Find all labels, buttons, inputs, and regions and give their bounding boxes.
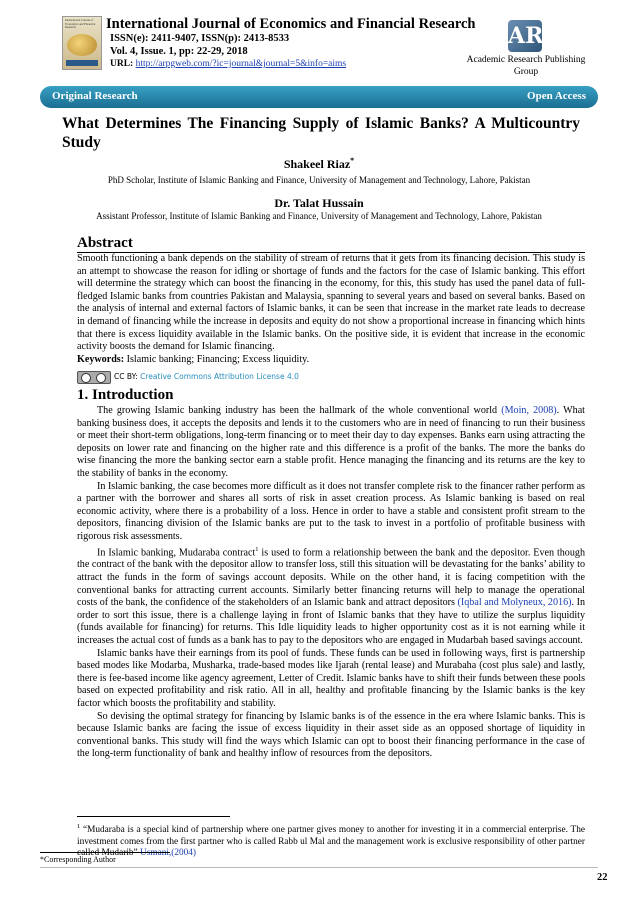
journal-title: International Journal of Economics and Financial Research [106, 16, 476, 32]
intro-heading-wrap [77, 387, 173, 404]
intro-paragraph-4: Islamic banks have their earnings from its pool of funds. These funds can be used in following ways, first is partnership based modes like Modarba, Musharka, trade-based modes like Ijarah (rental lease) and Murabaha (cost plus sale) and lastly, there is fee-based income like agency agreement, Letter of Credit. Islamic banks have to shift their funds between these pools based on expected profitability and risk ratio. All in all, healthy and profitable financing by the Islamic banks is the key factor which boosts the profitability and stability. [77, 647, 585, 710]
article-type-banner [40, 86, 598, 108]
p1-text-a: The growing Islamic banking industry has been the hallmark of the whole conventional world [97, 405, 502, 416]
author-2-affiliation: Assistant Professor, Institute of Islamic Banking and Finance, University of Management and Technology, Lahore, Pakistan [96, 211, 542, 221]
coins-image [67, 34, 97, 56]
license-prefix: CC BY: [114, 372, 141, 381]
cc-circle-icon [81, 373, 91, 383]
intro-paragraph-2: In Islamic banking, the case becomes more difficult as it does not transfer complete risk to the financer rather perform as a partner with the borrower and shares all sorts of risk in asset creation process. As Islamic banking is based on real economic activity, where there is a probability of a loss. Hence in order to have a stable and consistent profit stream to the depositors, financing division of the Islamic banks are put to the task to invest in a portfolio of profitable business with rigorous risk assessments. [77, 480, 585, 542]
abstract-heading: Abstract [77, 235, 133, 251]
keywords-label: Keywords: [77, 353, 125, 365]
open-access-label: Open Access [527, 90, 586, 102]
journal-url-link[interactable]: http://arpgweb.com/?ic=journal&journal=5&info=aims [135, 59, 347, 69]
original-research-label: Original Research [52, 90, 138, 102]
corresponding-author-note: *Corresponding Author [40, 855, 116, 864]
intro-paragraph-3 [77, 544, 585, 648]
p3-text-b: is used to form a relationship between the bank and the depositor. Even though the contract of the bank with the depositor allow to transfer loss, still this situation will be devastating for the banks’ ability to attract the funds in the form of savings account deposits. While on the other hand, it is facing competition with the conventional banks for attracting current accounts. Similarly better financing returns will help to manage the operational costs of the bank, the confidence of the stakeholders of an Islamic bank and attract depositors [77, 546, 585, 609]
publisher-logo: AR [508, 20, 542, 52]
cover-publisher-strip [66, 60, 98, 66]
intro-paragraph-1 [77, 405, 585, 481]
intro-body [77, 405, 585, 761]
cover-title: International Journal of Economics and Financial Research [65, 18, 96, 29]
license-line [114, 372, 299, 381]
author-1 [0, 156, 638, 172]
author-1-name: Shakeel Riaz [283, 157, 351, 171]
keywords-values: Islamic banking; Financing; Excess liquidity. [124, 353, 310, 365]
publisher-name: Academic Research Publishing Group [466, 55, 586, 77]
p3-text-a: In Islamic banking, Mudaraba contract [97, 546, 256, 558]
author-1-affiliation: PhD Scholar, Institute of Islamic Banking and Finance, University of Management and Technology, Lahore, Pakistan [107, 175, 531, 185]
license-link[interactable]: Creative Commons Attribution License 4.0 [140, 372, 299, 381]
intro-paragraph-5: So devising the optimal strategy for financing by Islamic banks is of the essence in the era where Islamic banks. This is because Islamic banks are facing the issue of excess liquidity in their asset side as an opposed shortage of liquidity in conventional banks. This study will find the ways which Islamic can opt to boost their financing performance in the case of the long-term functionality of bank and healthy inflow of resources from the depositors. [77, 710, 585, 760]
journal-cover-thumbnail [62, 16, 102, 70]
author-2-name: Dr. Talat Hussain [274, 196, 364, 210]
citation-moin[interactable]: (Moin, 2008) [501, 405, 557, 416]
citation-iqbal[interactable]: (Iqbal and Molyneux, 2016) [457, 597, 572, 609]
corresponding-mark: * [350, 156, 355, 165]
footnote-text: “Mudaraba is a special kind of partnership where one partner gives money to another for investing it in a commercial enterprise. The investment comes from the first partner who is called Rabb ul Mal and the management work is exclusive responsibility of other partner called Mudarib” [77, 825, 585, 858]
page-rule [40, 867, 598, 868]
page-number: 22 [597, 872, 608, 883]
abstract-body [77, 253, 585, 366]
abstract-text: Smooth functioning a bank depends on the stability of stream of returns that it gets from its financing decision. This study is an attempt to showcase the reason for idling or shortage of funds and the factors for the case of Islamic banking. This effort will determine the strategy which can boost the financing in the economy, for this, this study has used the panel data of full-fledged Islamic banks from countries Pakistan and Malaysia, spanning to several years and based on several banks. Based on the analysis of internal and external factors of Islamic banks, it can be seen that increase in the market rate leads to decrease in demand of financing while the increase in deposits and equity do not show a proportional increase in financing which hints that there is excess liquidity available in the Islamic banks. On the positive side, it is evident that increase in the economic activity boosts the demand for Islamic financing. [77, 253, 585, 353]
by-person-icon [96, 373, 106, 383]
cc-by-icon[interactable] [77, 371, 111, 384]
journal-url-line [110, 59, 346, 69]
footnote-ref[interactable]: 1 [255, 545, 259, 553]
journal-volume: Vol. 4, Issue. 1, pp: 22-29, 2018 [110, 46, 248, 57]
url-label: URL: [110, 59, 134, 69]
journal-issn: ISSN(e): 2411-9407, ISSN(p): 2413-8533 [110, 33, 290, 44]
keywords-line [77, 354, 585, 367]
footnote-rule [77, 816, 230, 817]
footnote [77, 821, 585, 859]
footnote-mark: 1 [77, 823, 81, 830]
abstract-heading-wrap [77, 235, 585, 253]
intro-heading: 1. Introduction [77, 387, 174, 403]
p1-text-b: . What banking business does, it accepts the deposits and lends it to the customers who are in need of financing to run their business or meet their short-term obligations, long-term financing or to meet their day to day expenses. Banks earn using attracting the deposits on lower rate and financing on the higher rate and this difference is a profit of the banks. The more the banks do wise financing the more the banking sector earn a stable profit. Hence managing the financing and its returns are the key to the stability of banks in the economy. [77, 405, 585, 479]
article-title: What Determines The Financing Supply of Islamic Banks? A Multicountry Study [62, 115, 580, 151]
citation-usmani[interactable]: Usmani,(2004) [140, 847, 197, 858]
corresponding-rule [40, 852, 170, 853]
p3-text-c: . In order to sort this issue, there is a challenge laying in front of Islamic banks that they have to utilize the surplus liquidity (funds available for financing) for returns. This Idle liquidity leads to higher opportunity cost as it is not earning while it increases the actual cost of funds as a bank has to pay to the depositors who are engaged in Mudarbah based savings account. [77, 597, 585, 647]
